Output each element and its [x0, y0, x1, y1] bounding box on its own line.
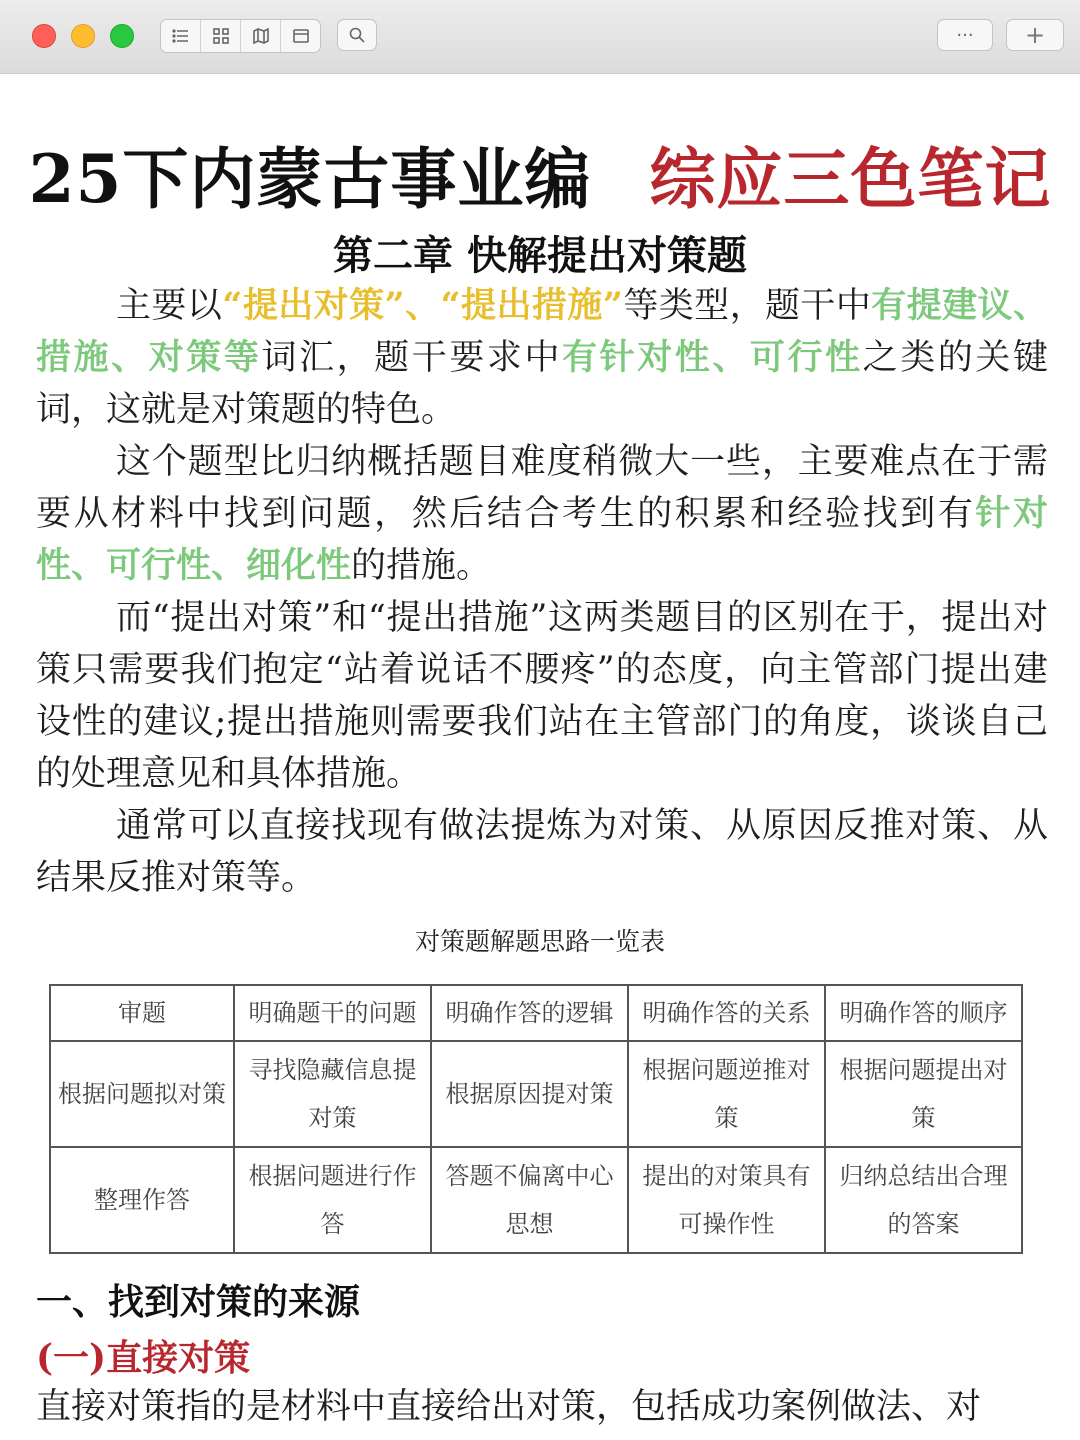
text-run: 这个题型比归纳概括题目难度稍微大一些，主要难点在于需要从材料中找到问题，然后结合考生的积累和经验找到有: [36, 442, 1048, 534]
paragraph-1: [36, 280, 1048, 436]
body-text: [36, 280, 1048, 904]
more-button[interactable]: ···: [937, 19, 993, 51]
strategy-table: [49, 984, 1023, 1254]
table-cell: 根据原因提对策: [431, 1041, 628, 1147]
window-toolbar: [0, 0, 1080, 74]
text-run: 主要以: [116, 286, 223, 326]
table-cell: 整理作答: [50, 1147, 234, 1253]
add-button[interactable]: +: [1006, 19, 1064, 51]
document-page: [0, 74, 1080, 1440]
table-cell: 提出的对策具有可操作性: [628, 1147, 825, 1253]
section-heading: 一、找到对策的来源: [36, 1281, 361, 1323]
table-cell: 明确题干的问题: [234, 985, 431, 1041]
grid-icon: [212, 27, 230, 45]
table-row: [50, 1147, 1022, 1253]
table-cell: 归纳总结出合理的答案: [825, 1147, 1022, 1253]
highlight-green: 有针对性、可行性: [562, 337, 863, 378]
window-view-button[interactable]: [281, 20, 320, 52]
table-cell: 根据问题拟对策: [50, 1041, 234, 1147]
table-cell: 根据问题逆推对策: [628, 1041, 825, 1147]
highlight-yellow: “提出对策”、“提出措施”: [222, 285, 623, 326]
map-view-button[interactable]: [241, 20, 281, 52]
paragraph-3: 而“提出对策”和“提出措施”这两类题目的区别在于，提出对策只需要我们抱定“站着说话不腰疼”的态度，向主管部门提出建设性的建议;提出措施则需要我们站在主管部门的角度，谈谈自己的处理意见和具体措施。: [36, 598, 1048, 794]
grid-view-button[interactable]: [201, 20, 241, 52]
highlight-green: 针对性、可行性、细化性: [36, 493, 1048, 586]
zoom-window-button[interactable]: [110, 24, 134, 48]
highlight-green: 有提建议、措施、对策等: [36, 285, 1048, 378]
table-cell: 答题不偏离中心思想: [431, 1147, 628, 1253]
table-row: [50, 985, 1022, 1041]
subsection-heading: (一)直接对策: [36, 1337, 251, 1379]
paragraph-4: 通常可以直接找现有做法提炼为对策、从原因反推对策、从结果反推对策等。: [36, 806, 1048, 898]
table-cell: 根据问题提出对策: [825, 1041, 1022, 1147]
view-button-group: [160, 19, 321, 53]
search-button[interactable]: [337, 19, 377, 51]
table-cell: 明确作答的逻辑: [431, 985, 628, 1041]
table-cell: 根据问题进行作答: [234, 1147, 431, 1253]
text-run: 词汇，题干要求中: [261, 338, 563, 378]
text-run: 等类型，题干中: [622, 286, 872, 326]
minimize-window-button[interactable]: [71, 24, 95, 48]
paragraph-2: [36, 436, 1048, 592]
title-main: 25下内蒙古事业编: [28, 140, 592, 218]
chapter-heading: 第二章 快解提出对策题: [333, 232, 747, 279]
list-view-button[interactable]: [161, 20, 201, 52]
page-title: [0, 126, 1080, 221]
table-caption: 对策题解题思路一览表: [414, 927, 665, 956]
section-text: 直接对策指的是材料中直接给出对策，包括成功案例做法、对: [36, 1387, 982, 1427]
table-cell: 寻找隐藏信息提对策: [234, 1041, 431, 1147]
close-window-button[interactable]: [32, 24, 56, 48]
text-run: 的措施。: [351, 546, 492, 586]
title-accent: 综应三色笔记: [649, 140, 1052, 218]
window-icon: [292, 27, 310, 45]
table-cell: 审题: [50, 985, 234, 1041]
table-cell: 明确作答的顺序: [825, 985, 1022, 1041]
text-run: 之类的关键词，这就是对策题的特色。: [36, 338, 1048, 430]
table-row: [50, 1041, 1022, 1147]
search-icon: [348, 26, 366, 44]
map-icon: [252, 27, 270, 45]
table-cell: 明确作答的关系: [628, 985, 825, 1041]
list-icon: [172, 27, 190, 45]
